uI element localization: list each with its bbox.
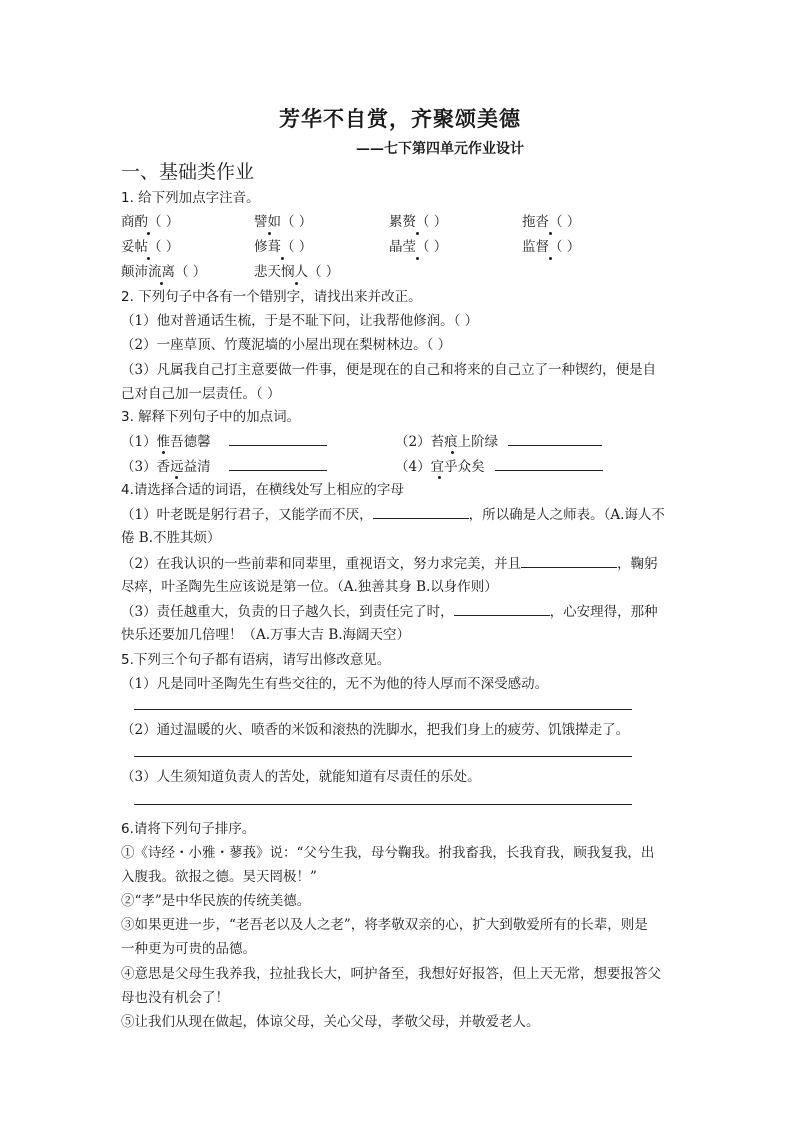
emphasis-dot: [147, 232, 150, 235]
q5-sentence: （2）通过温暖的火、喷香的米饭和滚热的洗脚水，把我们身上的疲劳、饥饿撵走了。: [121, 722, 630, 738]
answer-line[interactable]: [134, 756, 632, 757]
q4-sentence: 倦 B.不胜其烦）: [121, 530, 221, 546]
answer-blank[interactable]: [229, 431, 327, 446]
q4-sentence: [121, 553, 658, 574]
q1-item: 妥帖（ ）: [121, 239, 180, 255]
emphasis-dot: [162, 451, 165, 454]
q2-sentence: （1）他对普通话生梳，于是不耻下问，让我帮他修润。（ ）: [121, 313, 479, 329]
q6-sentence: 一种更为可贵的品德。: [121, 941, 256, 957]
q1-item: 累赘（ ）: [389, 214, 448, 230]
emphasis-dot: [281, 257, 284, 260]
q1-item: 颠沛流离（ ）: [121, 264, 207, 280]
emphasis-dot: [268, 232, 271, 235]
answer-line[interactable]: [134, 709, 632, 710]
q2-sentence: （2）一座草顶、竹蔑泥墙的小屋出现在梨树林边。（ ）: [121, 337, 452, 353]
q4-text: ，心安理得，那种: [549, 604, 658, 620]
emphasis-dot: [147, 257, 150, 260]
q4-sentence: [121, 504, 665, 525]
q3-item: [121, 431, 327, 452]
q3-item: [121, 456, 327, 477]
q6-sentence: ①《诗经・小雅・蓼莪》说：“父兮生我，母兮鞠我。拊我畜我，长我育我，顾我复我，出: [121, 845, 655, 861]
page-title: 芳华不自赏，齐聚颂美德: [279, 106, 521, 131]
q4-text: （2）在我认识的一些前辈和同辈里，重视语文，努力求完美，并且: [121, 556, 522, 572]
q6-sentence: 入腹我。欲报之德。昊天罔极！”: [121, 869, 317, 885]
emphasis-dot: [160, 282, 163, 285]
q1-item: 譬如（ ）: [254, 214, 313, 230]
emphasis-dot: [438, 476, 441, 479]
q4-text: ，鞠躬: [617, 556, 658, 572]
answer-blank[interactable]: [495, 456, 603, 471]
q1-item: 商酌（ ）: [121, 214, 180, 230]
q6-sentence: 母也没有机会了！: [121, 990, 229, 1006]
q3-item-text: （1）惟吾德馨: [121, 434, 211, 450]
emphasis-dot: [175, 476, 178, 479]
emphasis-dot: [451, 451, 454, 454]
page-subtitle: ——七下第四单元作业设计: [356, 141, 524, 157]
q6-sentence: ③如果更进一步，“老吾老以及人之老”，将孝敬双亲的心，扩大到敬爱所有的长辈，则是: [121, 917, 648, 933]
q4-text: ，所以确是人之师表。（A.诲人不: [468, 507, 665, 523]
q1-item: 拖沓（ ）: [522, 214, 581, 230]
q6-sentence: ④意思是父母生我养我，拉扯我长大，呵护备至，我想好好报答，但上天无常，想要报答父: [121, 966, 661, 982]
q4-text: （1）叶老既是躬行君子，又能学而不厌，: [121, 507, 373, 523]
q4-sentence: [121, 601, 658, 622]
q6-sentence: ②“孝”是中华民族的传统美德。: [121, 893, 311, 909]
q5-sentence: （3）人生须知道负责人的苦处，就能知道有尽责任的乐处。: [121, 769, 481, 785]
emphasis-dot: [416, 257, 419, 260]
q2-sentence: 己对自己加一层责任。（ ）: [121, 386, 281, 402]
q6-sentence: ⑤让我们从现在做起，体谅父母，关心父母，孝敬父母，并敬爱老人。: [121, 1014, 540, 1030]
q3-item: [395, 456, 603, 477]
answer-blank[interactable]: [454, 601, 550, 616]
q2-sentence: （3）凡属我自己打主意要做一件事，便是现在的自己和将来的自己立了一种锲约，便是自: [121, 362, 657, 378]
answer-line[interactable]: [134, 804, 632, 805]
emphasis-dot: [416, 232, 419, 235]
q3-prompt: 3. 解释下列句子中的加点词。: [121, 409, 301, 425]
q3-item-text: （2）苔痕上阶绿: [395, 434, 499, 450]
q1-item: 修葺（ ）: [254, 239, 313, 255]
section-heading: 一、基础类作业: [121, 161, 255, 183]
q1-item: 监督（ ）: [522, 239, 581, 255]
answer-blank[interactable]: [521, 553, 617, 568]
answer-blank[interactable]: [229, 456, 327, 471]
q4-prompt: 4.请选择合适的词语，在横线处写上相应的字母: [121, 482, 404, 498]
q3-item-text: （4）宜乎众矣: [395, 459, 485, 475]
emphasis-dot: [549, 232, 552, 235]
q1-item: 悲天悯人（ ）: [254, 264, 340, 280]
q5-prompt: 5.下列三个句子都有语病，请写出修改意见。: [121, 652, 391, 668]
q3-item-text: （3）香远益清: [121, 459, 211, 475]
q4-sentence: 尽瘁，叶圣陶先生应该说是第一位。（A.独善其身 B.以身作则）: [121, 579, 498, 595]
answer-blank[interactable]: [373, 504, 469, 519]
q1-item: 晶莹（ ）: [389, 239, 448, 255]
q1-prompt: 1. 给下列加点字注音。: [121, 190, 260, 206]
q4-text: （3）责任越重大，负责的日子越久长，到责任完了时，: [121, 604, 454, 620]
answer-blank[interactable]: [508, 431, 602, 446]
emphasis-dot: [549, 257, 552, 260]
q2-prompt: 2. 下列句子中各有一个错别字，请找出来并改正。: [121, 289, 422, 305]
q6-prompt: 6.请将下列句子排序。: [121, 821, 256, 837]
emphasis-dot: [295, 282, 298, 285]
q5-sentence: （1）凡是同叶圣陶先生有些交往的，无不为他的待人厚而不深受感动。: [121, 676, 549, 692]
q3-item: [395, 431, 602, 452]
q4-sentence: 快乐还要加几倍哩！（A.万事大吉 B.海阔天空）: [121, 627, 411, 643]
